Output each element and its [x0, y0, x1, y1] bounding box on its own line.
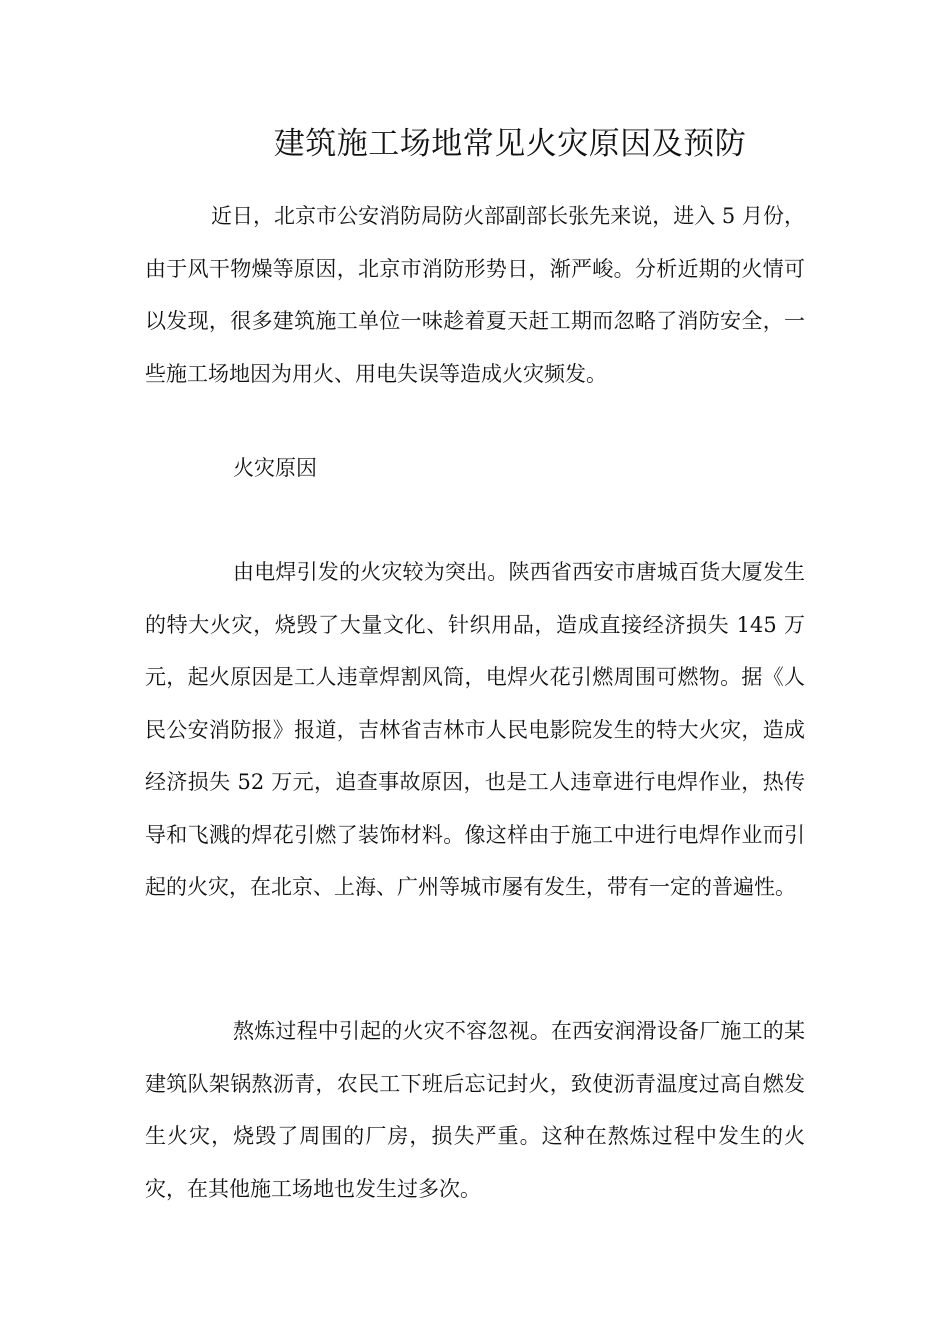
- section-heading: 火灾原因: [233, 456, 317, 480]
- welding-paragraph: 由电焊引发的火灾较为突出。陕西省西安市唐城百货大厦发生的特大火灾，烧毁了大量文化、针织用品，造成直接经济损失 145 万元，起火原因是工人违章焊割风筒，电焊火花引燃周围可燃物。据《人民公安消防报》报道，吉林省吉林市人民电影院发生的特大火灾，造成经济损失 52 万元，追查事故原因，也是工人违章进行电焊作业，热传导和飞溅的焊花引燃了装饰材料。像这样由于施工中进行电焊作业而引起的火灾，在北京、上海、广州等城市屡有发生，带有一定的普遍性。: [145, 560, 805, 899]
- boiling-paragraph: 熬炼过程中引起的火灾不容忽视。在西安润滑设备厂施工的某建筑队架锅熬沥青，农民工下班后忘记封火，致使沥青温度过高自燃发生火灾，烧毁了周围的厂房，损失严重。这种在熬炼过程中发生的火灾，在其他施工场地也发生过多次。: [145, 1019, 805, 1201]
- intro-paragraph: 近日，北京市公安消防局防火部副部长张先来说，进入 5 月份，由于风干物燥等原因，北京市消防形势日，渐严峻。分析近期的火情可以发现，很多建筑施工单位一味趁着夏天赶工期而忽略了消防安全，一些施工场地因为用火、用电失误等造成火灾频发。: [145, 204, 805, 386]
- document-title: 建筑施工场地常见火灾原因及预防: [273, 126, 747, 162]
